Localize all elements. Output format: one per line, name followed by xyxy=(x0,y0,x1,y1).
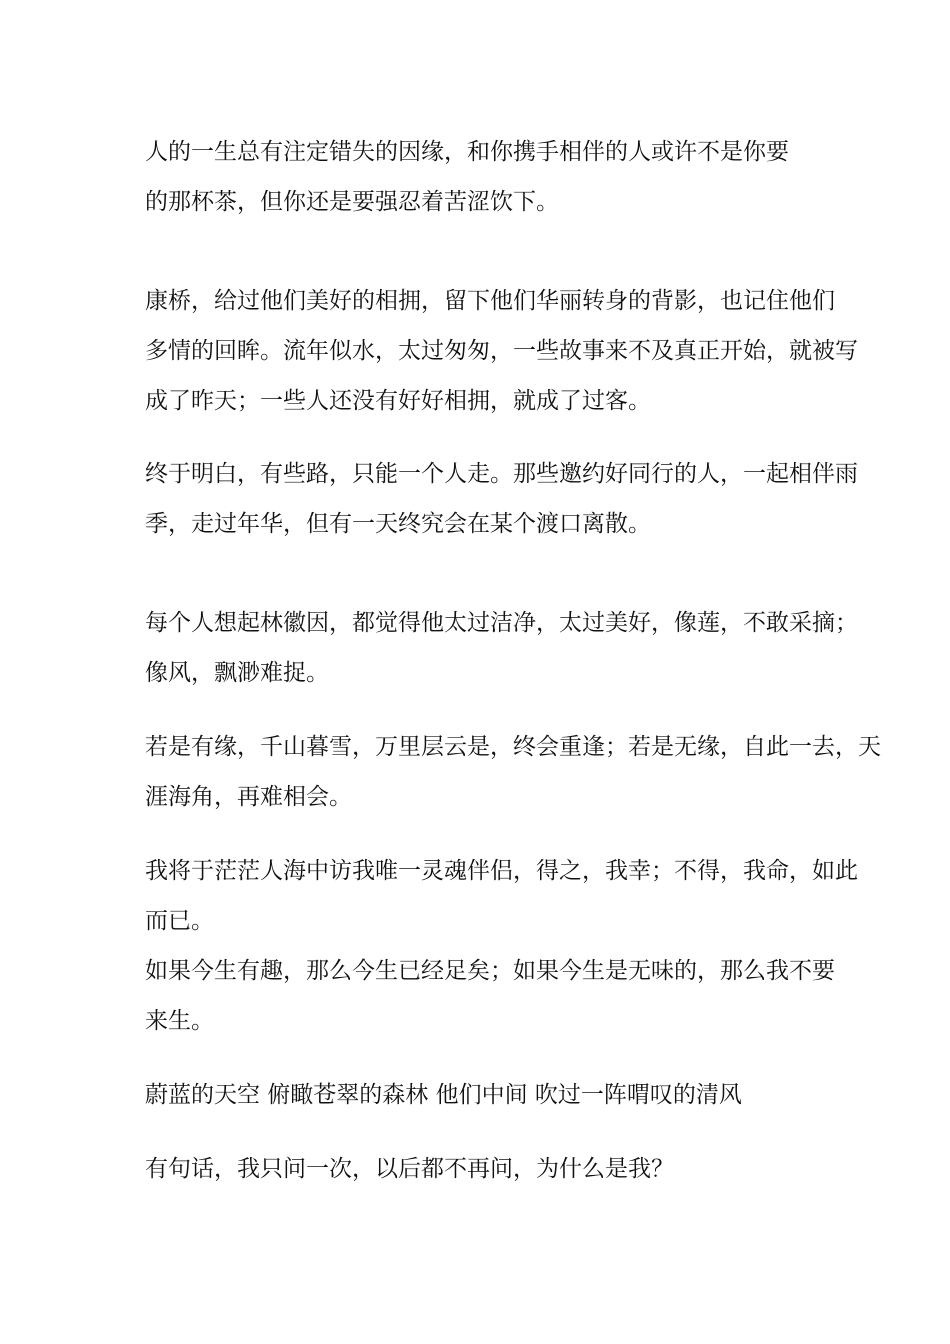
text-line: 来生。 xyxy=(145,1008,214,1034)
text-line: 多情的回眸。流年似水，太过匆匆，一些故事来不及真正开始，就被写 xyxy=(145,338,858,364)
text-line: 涯海角，再难相会。 xyxy=(145,784,352,810)
text-line: 康桥，给过他们美好的相拥，留下他们华丽转身的背影，也记住他们 xyxy=(145,288,835,314)
text-line: 蔚蓝的天空 俯瞰苍翠的森林 他们中间 吹过一阵喟叹的清风 xyxy=(145,1082,742,1108)
text-line: 而已。 xyxy=(145,908,214,934)
paragraph-4 xyxy=(145,598,858,698)
text-line: 成了昨天；一些人还没有好好相拥，就成了过客。 xyxy=(145,388,651,414)
paragraph-1 xyxy=(145,127,815,227)
text-line: 若是有缘，千山暮雪，万里层云是，终会重逢；若是无缘，自此一去，天 xyxy=(145,734,881,760)
paragraph-8 xyxy=(145,1144,815,1194)
text-line: 每个人想起林徽因，都觉得他太过洁净，太过美好，像莲，不敢采摘； xyxy=(145,610,858,636)
paragraph-3 xyxy=(145,449,858,549)
paragraph-6 xyxy=(145,846,858,1046)
text-line: 有句话，我只问一次，以后都不再问，为什么是我？ xyxy=(145,1156,674,1182)
text-line: 我将于茫茫人海中访我唯一灵魂伴侣，得之，我幸；不得，我命，如此 xyxy=(145,858,858,884)
paragraph-5 xyxy=(145,722,881,822)
text-line: 的那杯茶，但你还是要强忍着苦涩饮下。 xyxy=(145,189,559,215)
text-line: 人的一生总有注定错失的因缘，和你携手相伴的人或许不是你要 xyxy=(145,139,789,165)
paragraph-7 xyxy=(145,1070,815,1120)
text-line: 如果今生有趣，那么今生已经足矣；如果今生是无味的，那么我不要 xyxy=(145,958,835,984)
text-line: 终于明白，有些路，只能一个人走。那些邀约好同行的人，一起相伴雨 xyxy=(145,461,858,487)
paragraph-2 xyxy=(145,276,858,426)
text-line: 像风，飘渺难捉。 xyxy=(145,660,329,686)
text-line: 季，走过年华，但有一天终究会在某个渡口离散。 xyxy=(145,511,651,537)
